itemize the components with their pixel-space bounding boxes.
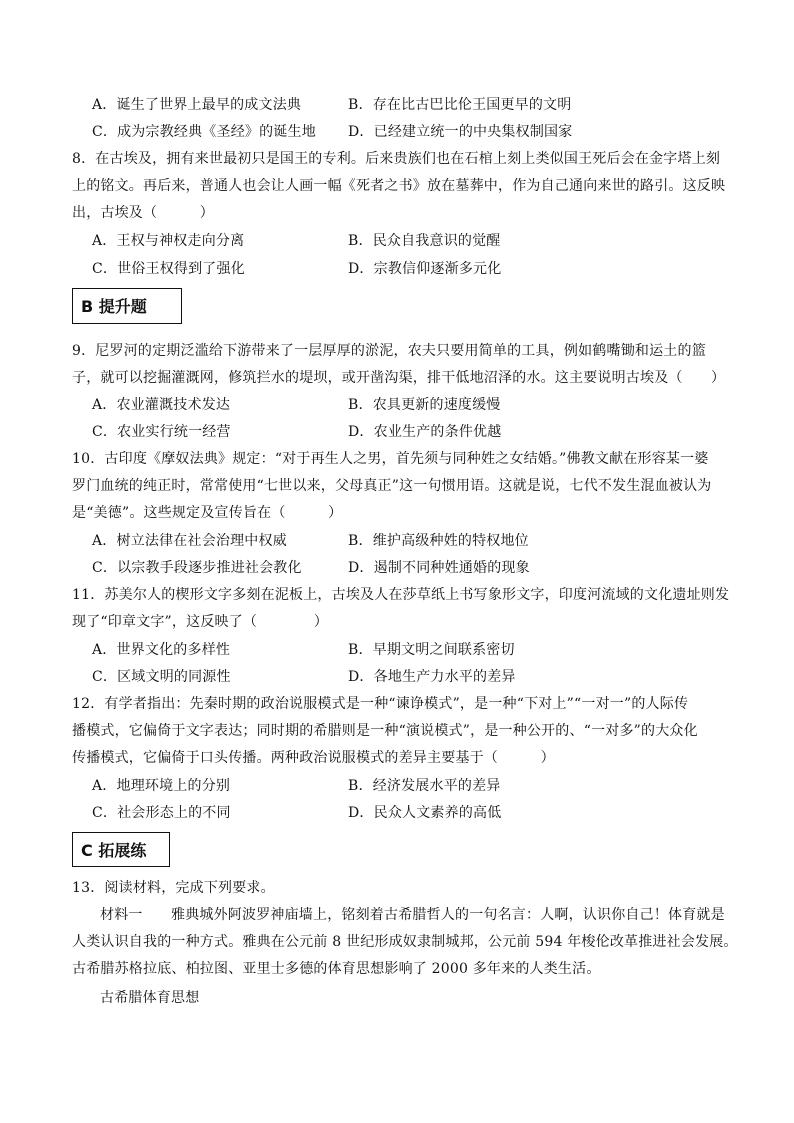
q8-option-a: A．王权与神权走向分离 <box>92 233 245 249</box>
q8-option-c: C．世俗王权得到了强化 <box>92 261 245 277</box>
q13-material-line-3: 古希腊苏格拉底、柏拉图、亚里士多德的体育思想影响了 2000 多年来的人类生活。 <box>72 961 601 977</box>
q13-material-line-1: 材料一 雅典城外阿波罗神庙墙上，铭刻着古希腊哲人的一句名言：人啊，认识你自己！体育就是 <box>100 907 725 923</box>
q7-option-b: B．存在比古巴比伦王国更早的文明 <box>348 97 572 113</box>
q12-stem-line-2: 播模式，它偏倚于文字表达；同时期的希腊则是一种“演说模式”，是一种公开的、“一对多”的大众化 <box>72 723 698 739</box>
q12-option-a: A．地理环境上的分别 <box>92 778 231 794</box>
q9-option-c: C．农业实行统一经营 <box>92 424 231 440</box>
q8-stem-line-2: 上的铭文。再后来，普通人也会让人画一幅《死者之书》放在墓葬中，作为自己通向来世的路引。这反映 <box>72 178 726 194</box>
q12-stem-line-3: 传播模式，它偏倚于口头传播。两种政治说服模式的差异主要基于（ ） <box>72 750 555 766</box>
q11-stem-line-2: 现了“印章文字”，这反映了（ ） <box>72 614 329 630</box>
q13-stem: 13．阅读材料，完成下列要求。 <box>72 880 275 896</box>
q7-option-c: C．成为宗教经典《圣经》的诞生地 <box>92 124 316 140</box>
q9-option-b: B．农具更新的速度缓慢 <box>348 397 501 413</box>
q11-option-d: D．各地生产力水平的差异 <box>348 669 516 685</box>
q10-stem-line-3: 是“美德”。这些规定及宣传旨在（ ） <box>72 505 343 521</box>
section-b-heading: B 提升题 <box>72 288 182 324</box>
q13-material-line-2: 人类认识自我的一种方式。雅典在公元前 8 世纪形成奴隶制城邦，公元前 594 年梭伦改革推进社会发展。 <box>72 934 738 950</box>
q8-stem-line-1: 8．在古埃及，拥有来世最初只是国王的专利。后来贵族们也在石棺上刻上类似国王死后会在金字塔上刻 <box>72 151 721 167</box>
q9-option-d: D．农业生产的条件优越 <box>348 424 502 440</box>
q12-option-b: B．经济发展水平的差异 <box>348 778 501 794</box>
q11-stem-line-1: 11．苏美尔人的楔形文字多刻在泥板上，古埃及人在莎草纸上书写象形文字，印度河流域的文化遗址则发 <box>72 587 730 603</box>
q10-option-c: C．以宗教手段逐步推进社会教化 <box>92 560 302 576</box>
q12-stem-line-1: 12．有学者指出：先秦时期的政治说服模式是一种“谏诤模式”，是一种“下对上”“一对一”的人际传 <box>72 696 689 712</box>
q12-option-c: C．社会形态上的不同 <box>92 805 231 821</box>
q10-option-a: A．树立法律在社会治理中权威 <box>92 533 287 549</box>
q11-option-c: C．区域文明的同源性 <box>92 669 231 685</box>
q9-stem-line-2: 子，就可以挖掘灌溉网，修筑拦水的堤坝，或开凿沟渠，排干低地沼泽的水。这主要说明古埃及（ ） <box>72 370 726 386</box>
q8-option-b: B．民众自我意识的觉醒 <box>348 233 501 249</box>
q7-option-d: D．已经建立统一的中央集权制国家 <box>348 124 573 140</box>
q9-stem-line-1: 9．尼罗河的定期泛滥给下游带来了一层厚厚的淤泥，农夫只要用简单的工具，例如鹤嘴锄和运土的篮 <box>72 343 706 359</box>
q9-option-a: A．农业灌溉技术发达 <box>92 397 231 413</box>
q7-option-a: A．诞生了世界上最早的成文法典 <box>92 97 302 113</box>
q11-option-a: A．世界文化的多样性 <box>92 642 231 658</box>
q10-option-b: B．维护高级种姓的特权地位 <box>348 533 529 549</box>
q13-subheading: 古希腊体育思想 <box>100 990 200 1006</box>
q8-option-d: D．宗教信仰逐渐多元化 <box>348 261 502 277</box>
q10-stem-line-1: 10．古印度《摩奴法典》规定：“对于再生人之男，首先须与同种姓之女结婚。”佛教文献在形容某一婆 <box>72 451 709 467</box>
q8-stem-line-3: 出，古埃及（ ） <box>72 205 214 221</box>
q10-stem-line-2: 罗门血统的纯正时，常常使用“七世以来，父母真正”这一句惯用语。这就是说，七代不发生混血被认为 <box>72 478 712 494</box>
q11-option-b: B．早期文明之间联系密切 <box>348 642 515 658</box>
q10-option-d: D．遏制不同种姓通婚的现象 <box>348 560 530 576</box>
section-c-heading: C 拓展练 <box>72 832 170 867</box>
q12-option-d: D．民众人文素养的高低 <box>348 805 502 821</box>
